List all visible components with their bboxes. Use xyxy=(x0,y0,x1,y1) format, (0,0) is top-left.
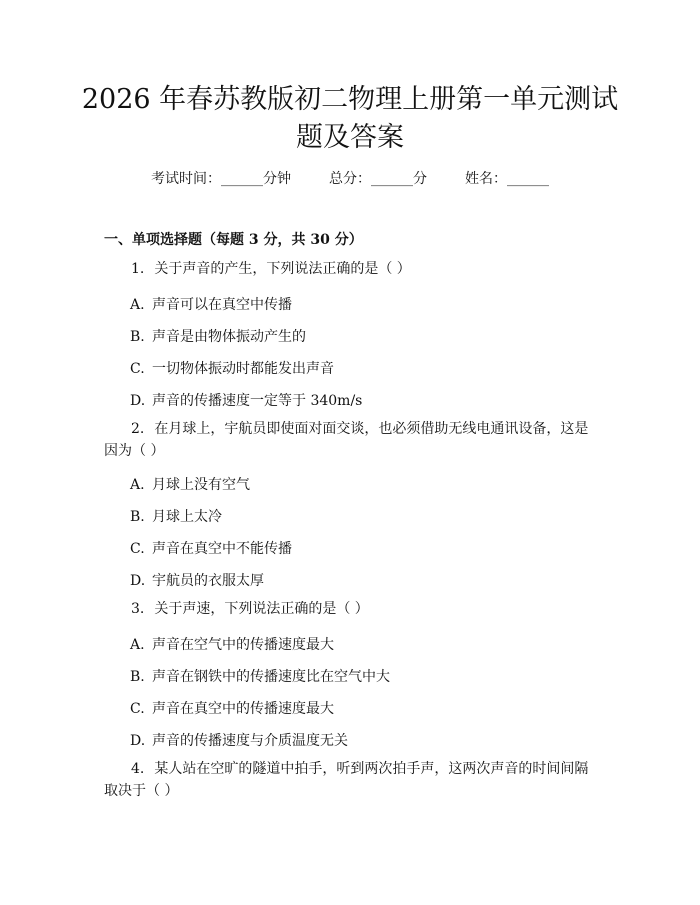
question-2 xyxy=(104,418,598,462)
exam-time-field: 考试时间：______分钟 xyxy=(151,171,291,187)
page-title-line-2: 题及答案 xyxy=(296,122,404,153)
option-text: 声音是由物体振动产生的 xyxy=(152,329,306,345)
option-letter: A. xyxy=(130,637,145,653)
option-letter: B. xyxy=(130,329,145,345)
option-1a xyxy=(130,294,292,314)
option-text: 声音可以在真空中传播 xyxy=(152,297,292,313)
option-text: 声音在钢铁中的传播速度比在空气中大 xyxy=(152,669,390,685)
option-2c xyxy=(130,538,292,558)
option-2d xyxy=(130,570,264,590)
option-2b xyxy=(130,506,222,526)
option-letter: B. xyxy=(130,669,145,685)
question-4 xyxy=(104,758,598,802)
option-letter: D. xyxy=(130,733,146,749)
option-letter: C. xyxy=(130,361,145,377)
question-text: 在月球上，宇航员即使面对面交谈，也必须借助无线电通讯设备，这是因为（ ） xyxy=(104,421,589,459)
option-1d xyxy=(130,390,362,410)
option-text: 声音在真空中的传播速度最大 xyxy=(152,701,334,717)
question-number: 3. xyxy=(131,601,145,617)
total-score-field: 总分：______分 xyxy=(329,171,427,187)
question-number: 4. xyxy=(131,761,145,777)
option-letter: A. xyxy=(130,477,145,493)
option-letter: B. xyxy=(130,509,145,525)
question-text: 关于声音的产生，下列说法正确的是（ ） xyxy=(154,261,411,277)
question-text: 某人站在空旷的隧道中拍手，听到两次拍手声，这两次声音的时间间隔取决于（ ） xyxy=(104,761,589,799)
question-1 xyxy=(104,258,598,280)
option-3d xyxy=(130,730,348,750)
option-1c xyxy=(130,358,334,378)
option-3c xyxy=(130,698,334,718)
option-text: 声音在空气中的传播速度最大 xyxy=(152,637,334,653)
option-letter: C. xyxy=(130,541,145,557)
option-letter: A. xyxy=(130,297,145,313)
option-text: 声音的传播速度与介质温度无关 xyxy=(152,733,348,749)
student-name-field: 姓名：______ xyxy=(465,171,549,187)
question-3 xyxy=(104,598,598,620)
option-text: 月球上太冷 xyxy=(152,509,222,525)
option-letter: D. xyxy=(130,573,146,589)
option-letter: D. xyxy=(130,393,146,409)
option-1b xyxy=(130,326,306,346)
option-2a xyxy=(130,474,250,494)
question-number: 2. xyxy=(131,421,145,437)
option-3a xyxy=(130,634,334,654)
page-title-line-1: 2026 年春苏教版初二物理上册第一单元测试 xyxy=(81,84,619,115)
section-heading-single-choice: 一、单项选择题（每题 3 分，共 30 分） xyxy=(104,232,363,248)
option-letter: C. xyxy=(130,701,145,717)
option-text: 一切物体振动时都能发出声音 xyxy=(152,361,334,377)
option-3b xyxy=(130,666,390,686)
option-text: 声音在真空中不能传播 xyxy=(152,541,292,557)
option-text: 月球上没有空气 xyxy=(152,477,250,493)
option-text: 声音的传播速度一定等于 340m/s xyxy=(152,393,363,409)
exam-info-line xyxy=(0,168,700,188)
question-text: 关于声速，下列说法正确的是（ ） xyxy=(154,601,369,617)
option-text: 宇航员的衣服太厚 xyxy=(152,573,264,589)
question-number: 1. xyxy=(131,261,145,277)
